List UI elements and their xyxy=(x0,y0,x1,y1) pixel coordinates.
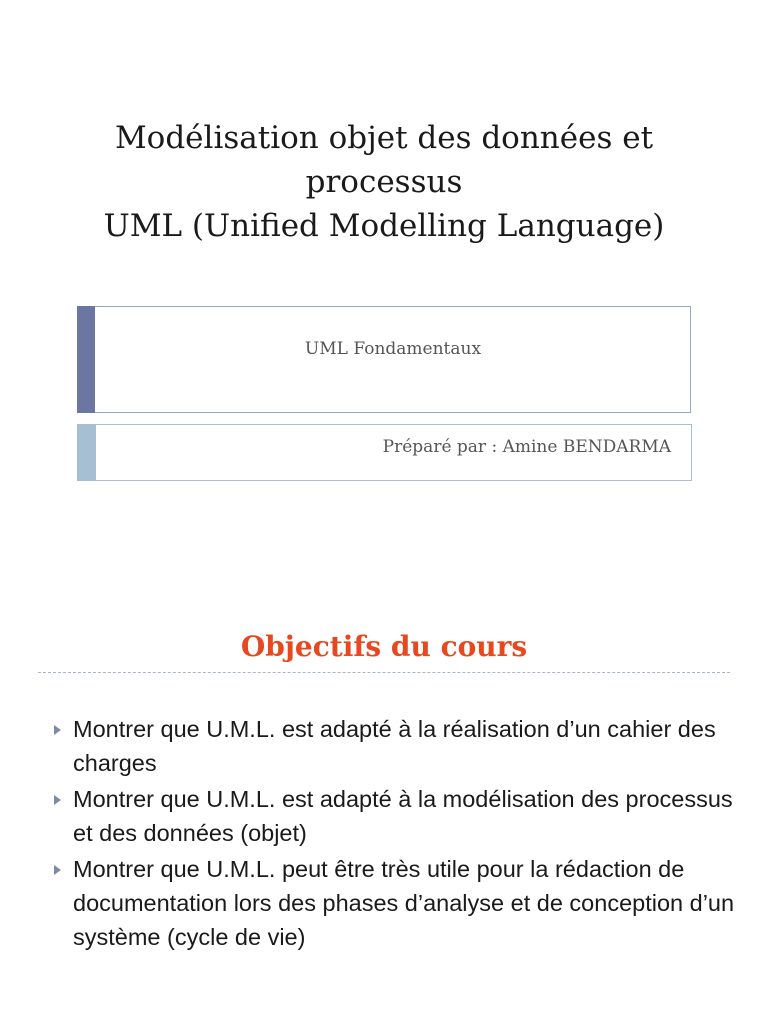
list-item-text: Montrer que U.M.L. est adapté à la modélisation des processus et des données (objet) xyxy=(73,786,733,846)
subtitle-box xyxy=(77,306,691,413)
triangle-bullet-icon xyxy=(54,725,61,735)
author-box xyxy=(77,424,692,481)
triangle-bullet-icon xyxy=(54,795,61,805)
heading-divider xyxy=(38,672,730,673)
list-item-text: Montrer que U.M.L. est adapté à la réalisation d’un cahier des charges xyxy=(73,716,716,776)
title-line-2: processus xyxy=(305,164,463,200)
list-item xyxy=(54,852,744,954)
title-line-3: UML (Unified Modelling Language) xyxy=(103,208,665,244)
subtitle-text: UML Fondamentaux xyxy=(304,339,482,359)
author-text: Préparé par : Amine BENDARMA xyxy=(382,437,671,457)
page-title xyxy=(20,116,748,248)
list-item xyxy=(54,712,744,780)
subtitle-accent-bar xyxy=(77,306,95,413)
title-line-1: Modélisation objet des données et xyxy=(114,120,654,156)
author-accent-bar xyxy=(77,424,96,481)
objectives-list xyxy=(54,712,744,956)
triangle-bullet-icon xyxy=(54,865,61,875)
list-item xyxy=(54,782,744,850)
list-item-text: Montrer que U.M.L. peut être très utile pour la rédaction de documentation lors des phases d’analyse et de conception d’un système (cycle de vie) xyxy=(73,856,735,950)
objectives-heading: Objectifs du cours xyxy=(240,630,528,663)
